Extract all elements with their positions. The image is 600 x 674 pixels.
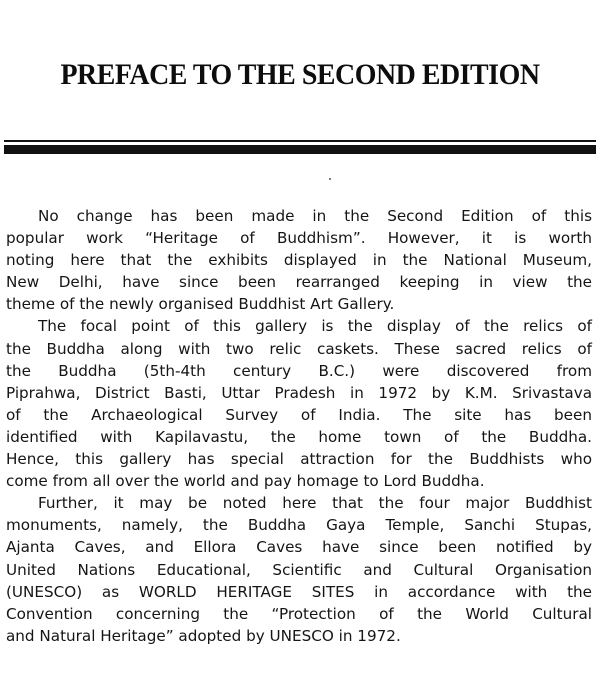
text-line: and Natural Heritage” adopted by UNESCO in 1972. xyxy=(6,626,401,645)
text-line: identified with Kapilavastu, the home town of the Buddha. xyxy=(6,427,592,446)
title-divider-thick xyxy=(4,145,596,154)
text-line: United Nations Educational, Scientific and Cultural Organisation xyxy=(6,560,592,579)
text-line: Piprahwa, District Basti, Uttar Pradesh in 1972 by K.M. Srivastava xyxy=(6,383,592,402)
preface-body xyxy=(6,205,592,647)
text-line: The focal point of this gallery is the display of the relics of xyxy=(38,317,592,336)
paragraph-1 xyxy=(6,205,592,315)
text-line: No change has been made in the Second Edition of this xyxy=(38,207,592,225)
text-line: the Buddha (5th-4th century B.C.) were discovered from xyxy=(6,361,592,380)
title-divider-thin xyxy=(4,140,596,142)
scan-speck xyxy=(329,178,331,180)
text-line: come from all over the world and pay homage to Lord Buddha. xyxy=(6,472,485,491)
text-line: noting here that the exhibits displayed in the National Museum, xyxy=(6,251,592,270)
text-line: New Delhi, have since been rearranged keeping in view the xyxy=(6,273,592,292)
text-line: theme of the newly organised Buddhist Art Gallery. xyxy=(6,295,395,314)
text-line: monuments, namely, the Buddha Gaya Temple, Sanchi Stupas, xyxy=(6,516,592,535)
text-line: (UNESCO) as WORLD HERITAGE SITES in accordance with the xyxy=(6,582,592,601)
text-line: Further, it may be noted here that the four major Buddhist xyxy=(38,494,592,513)
text-line: the Buddha along with two relic caskets. These sacred relics of xyxy=(6,339,592,358)
text-line: Convention concerning the “Protection of the World Cultural xyxy=(6,604,592,623)
page-title: PREFACE TO THE SECOND EDITION xyxy=(60,58,540,91)
paragraph-2 xyxy=(6,315,592,492)
text-line: Hence, this gallery has special attraction for the Buddhists who xyxy=(6,450,592,469)
text-line: of the Archaeological Survey of India. The site has been xyxy=(6,405,592,424)
text-line: popular work “Heritage of Buddhism”. However, it is worth xyxy=(6,229,592,248)
text-line: Ajanta Caves, and Ellora Caves have since been notified by xyxy=(6,538,592,557)
paragraph-3 xyxy=(6,492,592,647)
